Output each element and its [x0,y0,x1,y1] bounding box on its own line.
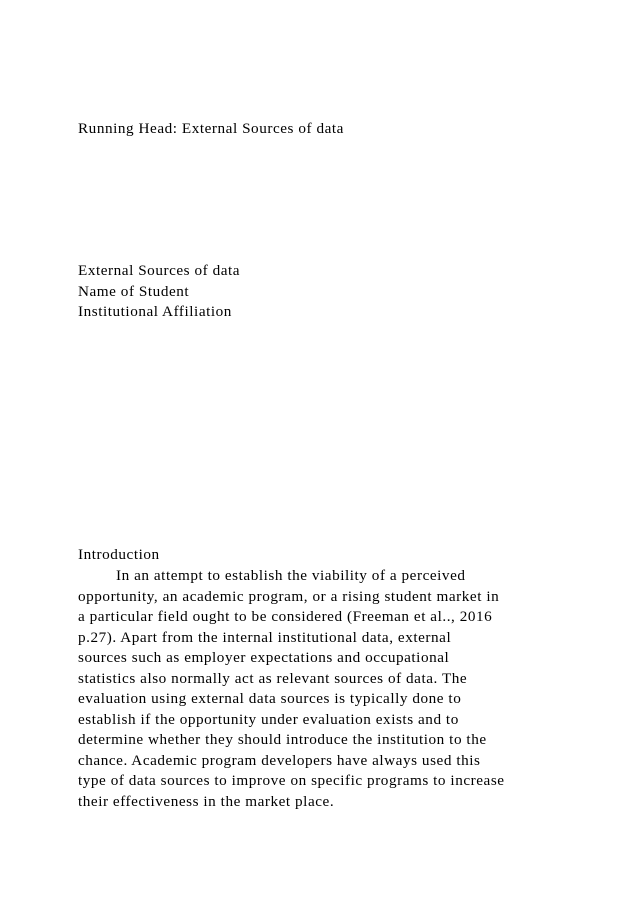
title-page-title: External Sources of data [78,262,241,279]
student-name: Name of Student [78,283,190,300]
introduction-heading: Introduction [78,546,160,563]
paragraph-line: statistics also normally act as relevant sources of data. The [78,669,468,687]
paragraph-line: p.27). Apart from the internal institutional data, external [78,628,452,646]
running-head: Running Head: External Sources of data [78,120,344,137]
paragraph-line: evaluation using external data sources is typically done to [78,690,462,707]
paragraph-line: opportunity, an academic program, or a rising student market in [78,587,500,605]
paragraph-line: a particular field ought to be considered (Freeman et al.., 2016 [78,608,493,625]
paragraph-line: sources such as employer expectations and occupational [78,649,450,666]
paragraph-line: chance. Academic program developers have always used this [78,751,481,769]
introduction-paragraph [78,566,578,812]
institutional-affiliation: Institutional Affiliation [78,303,232,320]
paragraph-line: establish if the opportunity under evaluation exists and to [78,710,459,728]
paragraph-line: type of data sources to improve on specific programs to increase [78,772,505,789]
paragraph-line: In an attempt to establish the viability of a perceived [116,567,466,584]
paragraph-line: their effectiveness in the market place. [78,792,335,810]
paragraph-line: determine whether they should introduce the institution to the [78,731,487,748]
